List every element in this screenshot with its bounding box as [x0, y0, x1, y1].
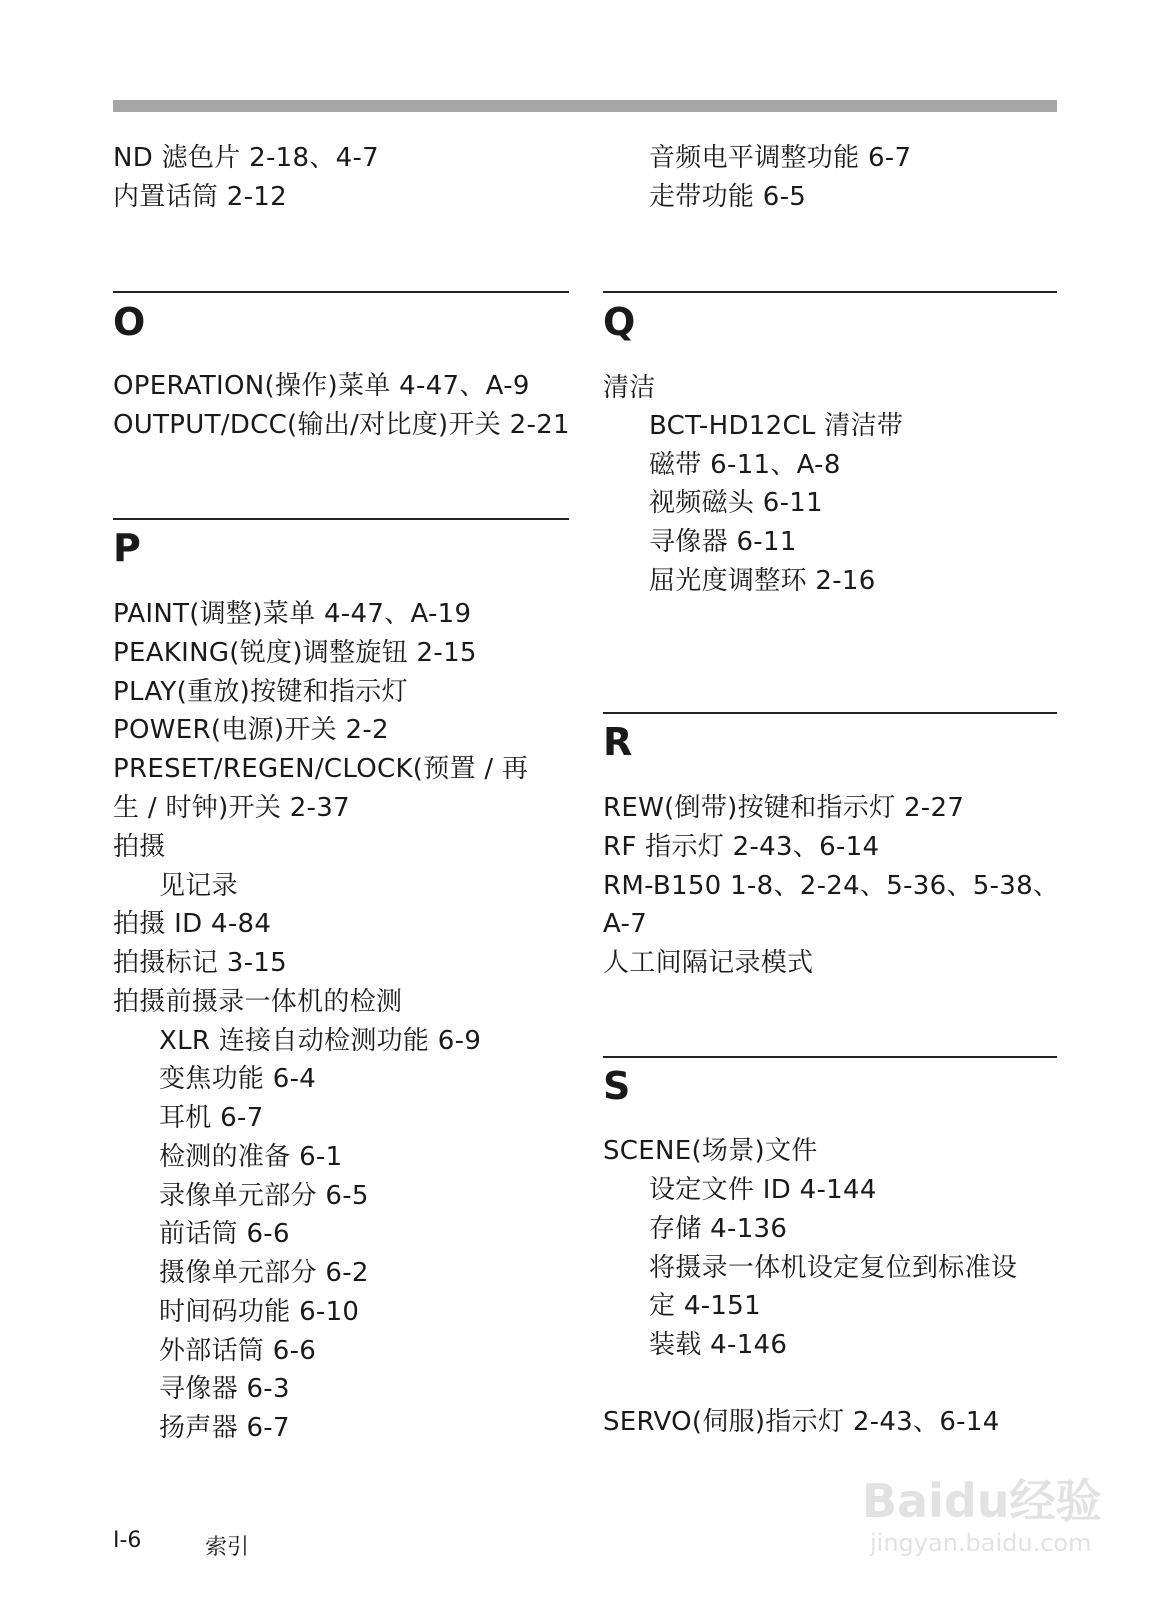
- index-subentry: 走带功能 6-5: [649, 182, 807, 212]
- index-subentry: 变焦功能 6-4: [159, 1064, 317, 1094]
- section-letter-q: Q: [603, 300, 636, 344]
- index-entry: PLAY(重放)按键和指示灯: [113, 677, 408, 707]
- index-entry: RF 指示灯 2-43、6-14: [603, 832, 880, 862]
- index-subentry: 磁带 6-11、A-8: [649, 450, 841, 480]
- section-rule-p: [113, 518, 569, 520]
- index-entry: OPERATION(操作)菜单 4-47、A-9: [113, 371, 530, 401]
- index-entry: PEAKING(锐度)调整旋钮 2-15: [113, 638, 477, 668]
- index-subentry: 耳机 6-7: [159, 1103, 264, 1133]
- index-subentry: 摄像单元部分 6-2: [159, 1258, 369, 1288]
- index-subentry: 视频磁头 6-11: [649, 488, 823, 518]
- index-subentry: 扬声器 6-7: [159, 1413, 290, 1443]
- index-subentry: 录像单元部分 6-5: [159, 1181, 369, 1211]
- index-subentry: 定 4-151: [649, 1291, 761, 1321]
- index-entry: SCENE(场景)文件: [603, 1136, 818, 1166]
- index-entry: POWER(电源)开关 2-2: [113, 715, 389, 745]
- index-entry: 拍摄前摄录一体机的检测: [113, 987, 403, 1017]
- index-subentry: 音频电平调整功能 6-7: [649, 143, 912, 173]
- index-subentry: 外部话筒 6-6: [159, 1336, 317, 1366]
- baidu-watermark: [862, 1465, 1112, 1575]
- section-letter-o: O: [113, 300, 146, 344]
- footer-section-title: 索引: [205, 1535, 250, 1560]
- index-subentry: 装载 4-146: [649, 1330, 788, 1360]
- index-subentry: 存储 4-136: [649, 1214, 788, 1244]
- index-entry: PAINT(调整)菜单 4-47、A-19: [113, 599, 472, 629]
- index-subentry: 前话筒 6-6: [159, 1219, 290, 1249]
- index-subentry: 检测的准备 6-1: [159, 1142, 343, 1172]
- index-entry: RM-B150 1-8、2-24、5-36、5-38、: [603, 871, 1060, 901]
- top-header-bar: [113, 100, 1057, 112]
- index-subentry: 时间码功能 6-10: [159, 1297, 360, 1327]
- index-entry: 内置话筒 2-12: [113, 182, 287, 212]
- section-letter-s: S: [603, 1064, 631, 1108]
- index-entry: 生 / 时钟)开关 2-37: [113, 793, 350, 823]
- index-subentry: BCT-HD12CL 清洁带: [649, 411, 904, 441]
- section-rule-r: [603, 712, 1057, 714]
- index-entry: OUTPUT/DCC(输出/对比度)开关 2-21: [113, 410, 570, 440]
- section-rule-q: [603, 291, 1057, 293]
- index-subentry: 见记录: [159, 871, 238, 901]
- section-letter-r: R: [603, 720, 633, 764]
- index-entry: 拍摄: [113, 832, 166, 862]
- index-subentry: 寻像器 6-11: [649, 527, 797, 557]
- section-letter-p: P: [113, 526, 141, 570]
- index-subentry: 将摄录一体机设定复位到标准设: [649, 1253, 1018, 1283]
- watermark-site: jingyan.baidu.com: [870, 1529, 1092, 1557]
- section-rule-o: [113, 291, 569, 293]
- index-subentry: 寻像器 6-3: [159, 1374, 290, 1404]
- page-number: I-6: [113, 1528, 142, 1553]
- index-entry: PRESET/REGEN/CLOCK(预置 / 再: [113, 754, 529, 784]
- index-entry: SERVO(伺服)指示灯 2-43、6-14: [603, 1407, 1000, 1437]
- index-entry: REW(倒带)按键和指示灯 2-27: [603, 793, 965, 823]
- index-entry: 清洁: [603, 373, 656, 403]
- index-entry: 人工间隔记录模式: [603, 948, 814, 978]
- index-entry: 拍摄 ID 4-84: [113, 909, 272, 939]
- index-subentry: 设定文件 ID 4-144: [649, 1175, 877, 1205]
- index-entry: ND 滤色片 2-18、4-7: [113, 143, 379, 173]
- index-subentry: XLR 连接自动检测功能 6-9: [159, 1026, 482, 1056]
- section-rule-s: [603, 1056, 1057, 1058]
- index-entry: A-7: [603, 909, 648, 939]
- watermark-logo: Baidu经验: [862, 1474, 1102, 1528]
- index-subentry: 屈光度调整环 2-16: [649, 566, 876, 596]
- index-entry: 拍摄标记 3-15: [113, 948, 287, 978]
